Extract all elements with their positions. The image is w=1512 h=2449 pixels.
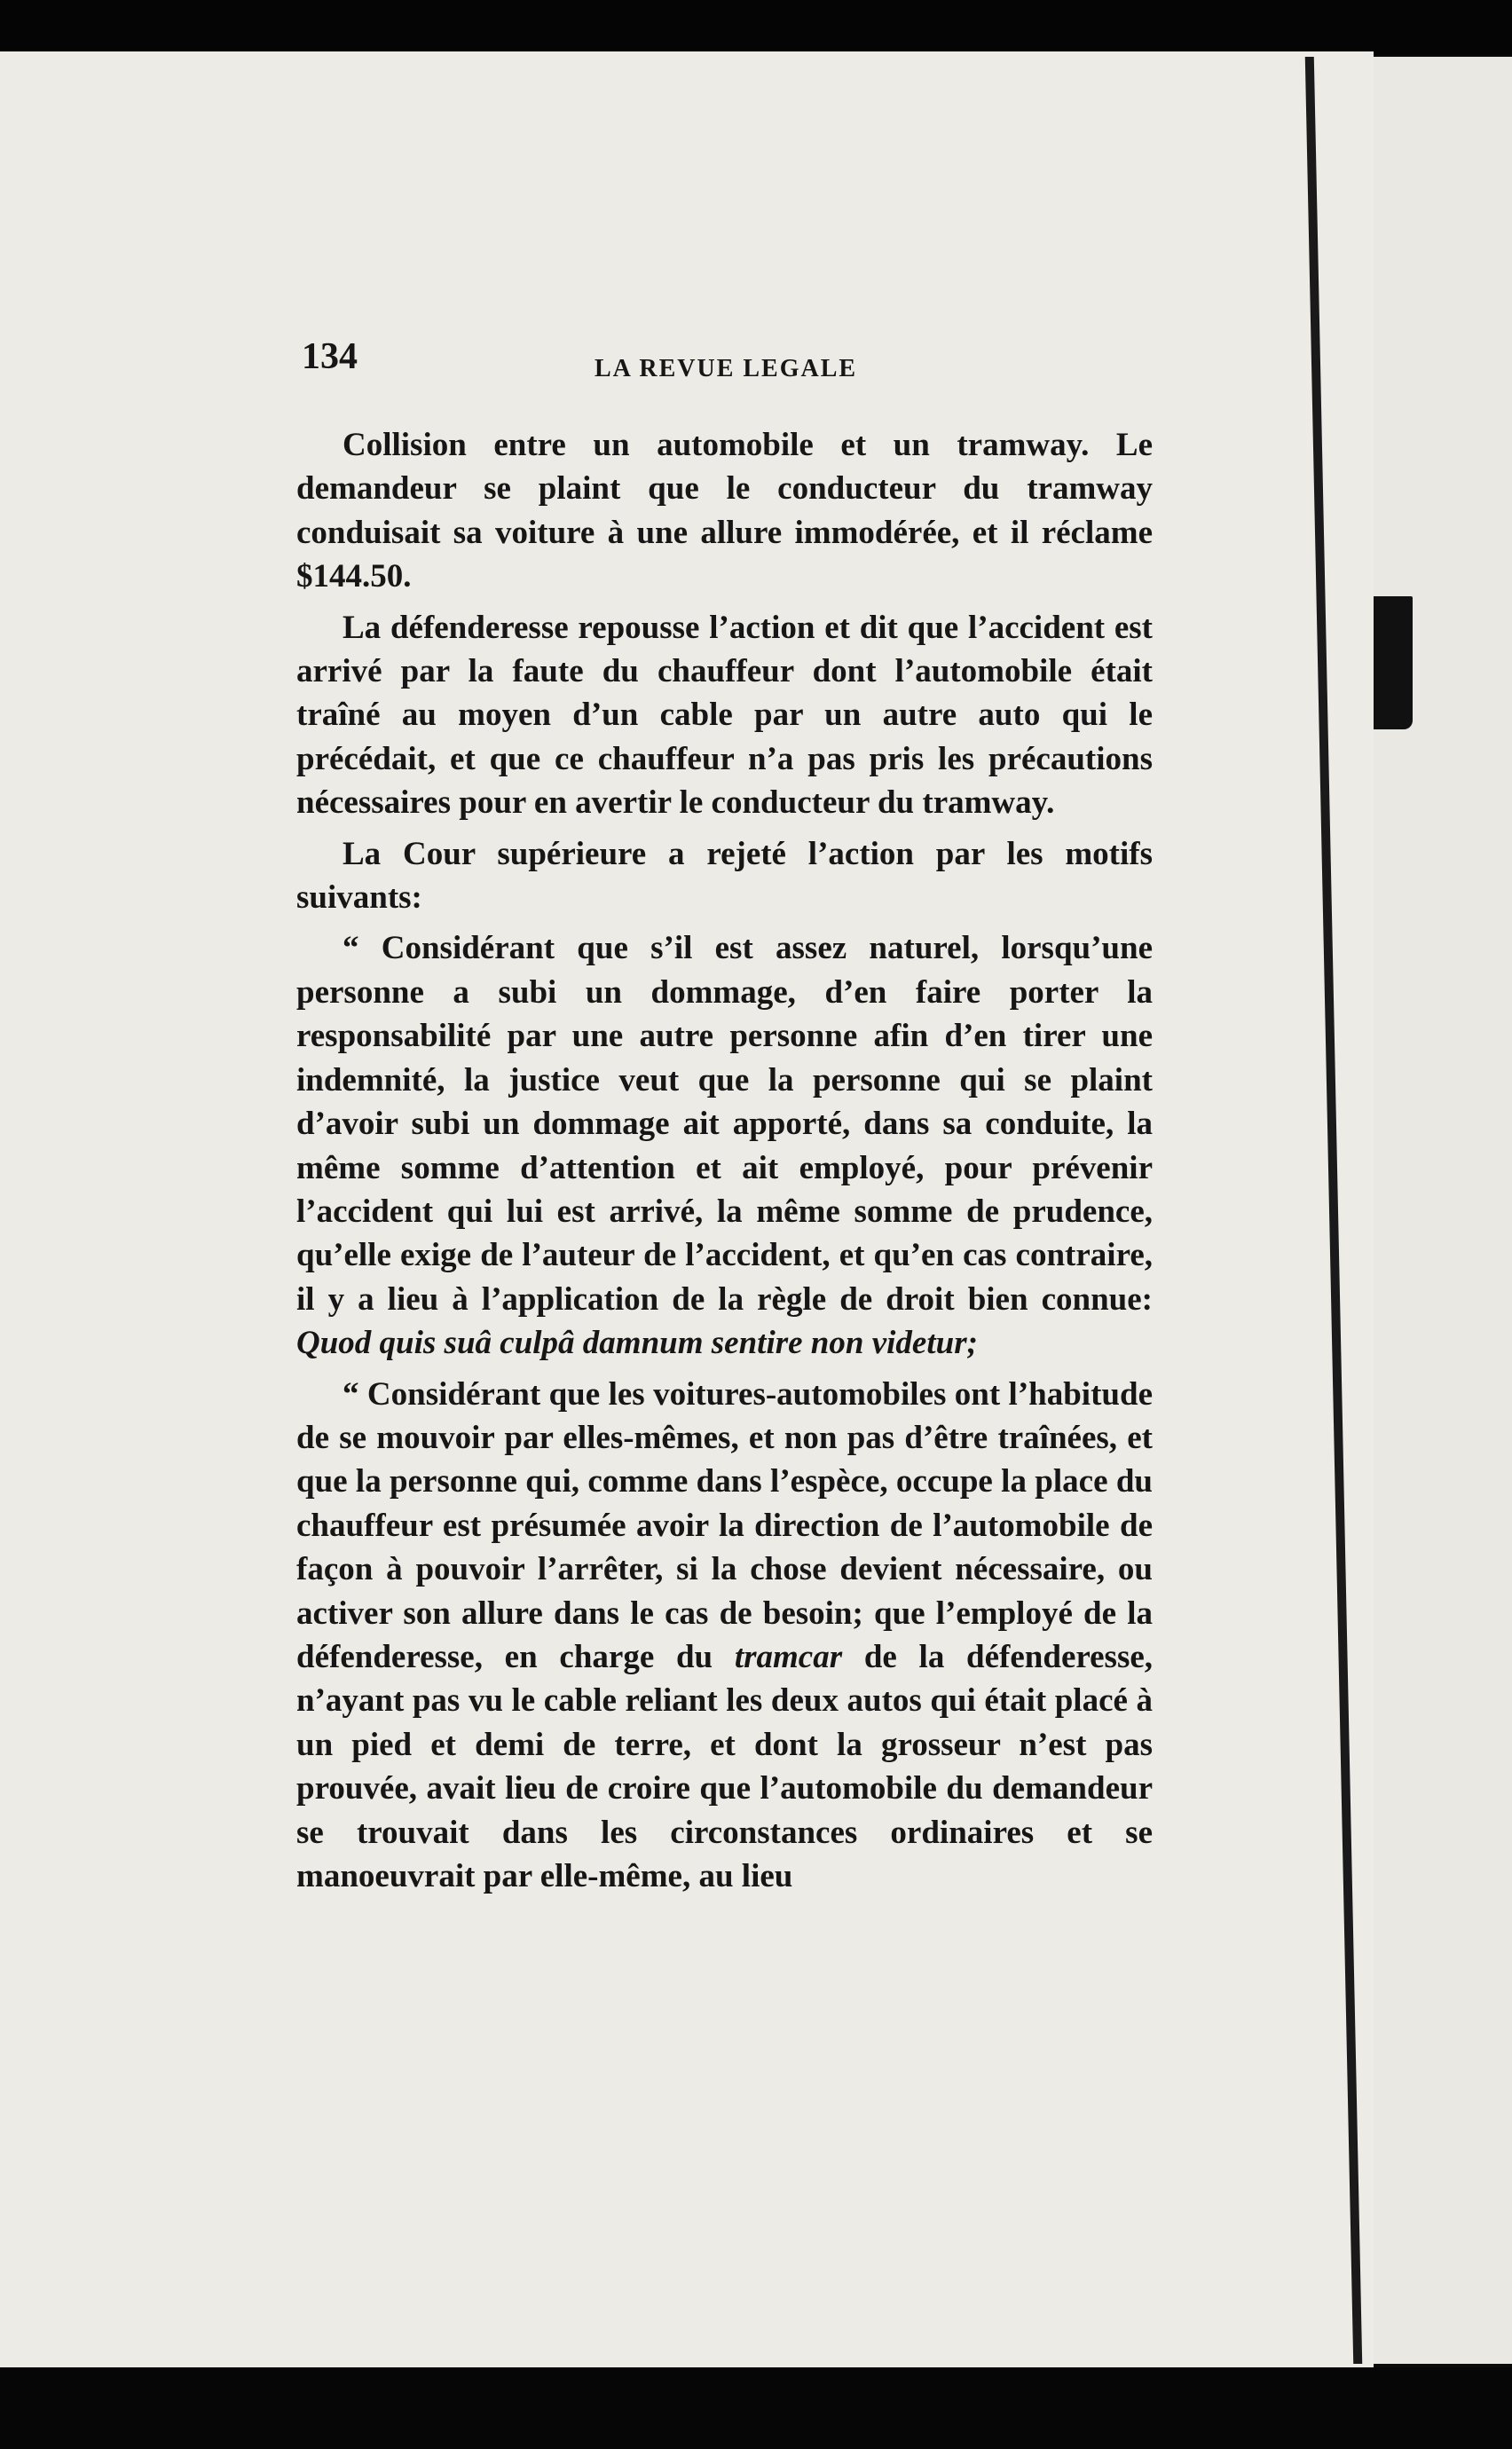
paragraph-3-text: La Cour supérieure a rejeté l’action par les motifs suivants: [296, 835, 1153, 917]
paragraph-1 [296, 423, 1153, 599]
paragraph-4 [296, 926, 1153, 1365]
scan-bottom-border [0, 2367, 1512, 2449]
paragraph-4-text: “ Considérant que s’il est assez naturel, lorsqu’une personne a subi un dommage, d’en faire porter la responsabilité par une autre personne afin d’en tirer une indemnité, la justice veut que la personne qui se plaint d’avoir subi un dommage ait apporté, dans sa conduite, la même somme d’attention et ait employé, pour prévenir l’accident qui lui est arrivé, la même somme de prudence, qu’elle exige de l’auteur de l’accident, et qu’en cas contraire, il y a lieu à l’application de la règle de droit bien connue: [296, 930, 1153, 1318]
paragraph-5 [296, 1373, 1153, 1899]
paragraph-5-text-after: de la défenderesse, n’ayant pas vu le cable reliant les deux autos qui était placé à un pied et demi de terre, et dont la grosseur n’est pas prouvée, avait lieu de croire que l’automobile du demandeur se trouvait dans les circonstances ordinaires et se manoeuvrait par elle-même, au lieu [296, 1638, 1154, 1894]
running-title: LA REVUE LEGALE [595, 355, 858, 382]
page-number: 134 [302, 336, 358, 377]
page-header [302, 335, 1171, 389]
paragraph-2-text: La défenderesse repousse l’action et dit que l’accident est arrivé par la faute du chauffeur dont l’automobile était traîné au moyen d’un cable par un autre auto qui le précédait, et que ce chauffeur n’a pas pris les précautions nécessaires pour en avertir le conducteur du tramway. [296, 609, 1153, 822]
paragraph-5-italic-term: tramcar [734, 1638, 843, 1675]
paragraph-3 [296, 832, 1153, 920]
paragraph-1-text: Collision entre un automobile et un tramway. Le demandeur se plaint que le conducteur du tramway conduisait sa voiture à une allure immodérée, et il réclame $144.50. [296, 427, 1153, 595]
paragraph-2 [296, 606, 1153, 825]
scan-top-border [0, 0, 1512, 55]
paragraph-4-latin-maxim: Quod quis suâ culpâ damnum sentire non videtur; [296, 1325, 978, 1362]
paragraph-5-text-before: “ Considérant que les voitures-automobiles ont l’habitude de se mouvoir par elles-mêmes, et non pas d’être traînées, et que la personne qui, comme dans l’espèce, occupe la place du chauffeur est présumée avoir la direction de l’automobile de façon à pouvoir l’arrêter, si la chose devient nécessaire, ou activer son allure dans le cas de besoin; que l’employé de la défenderesse, en charge du [296, 1375, 1153, 1675]
body-text [296, 423, 1153, 1905]
